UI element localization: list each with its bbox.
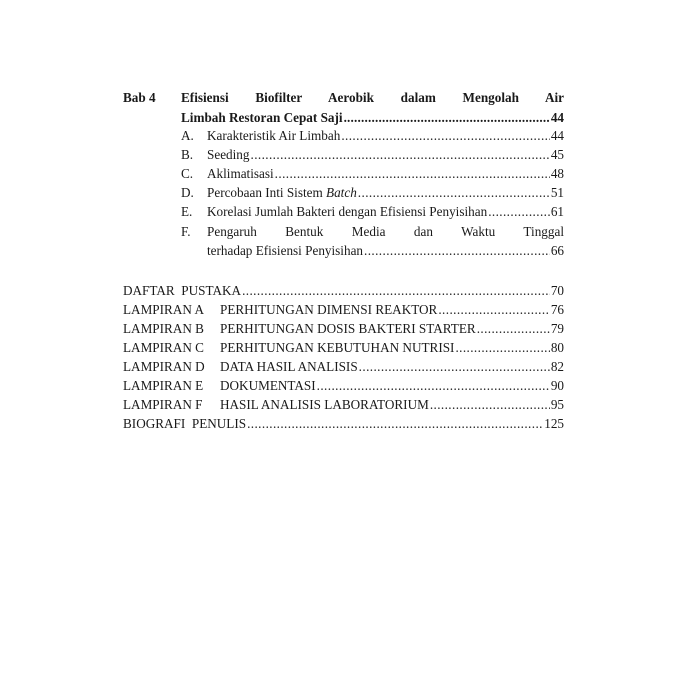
dot-leader	[359, 358, 550, 377]
section-title: Korelasi Jumlah Bakteri dengan Efisiensi Penyisihan	[207, 203, 488, 219]
toc-entry-daftar-pustaka[interactable]	[123, 282, 564, 301]
entry-label: LAMPIRAN C	[123, 340, 204, 356]
entry-title: DOKUMENTASI	[220, 377, 316, 393]
dot-leader	[341, 127, 550, 146]
toc-section-entry-continuation[interactable]	[123, 241, 564, 260]
entry-page-number: 79	[550, 321, 564, 337]
section-page-number: 51	[550, 184, 564, 200]
entry-title: PERHITUNGAN KEBUTUHAN NUTRISI	[220, 340, 455, 356]
section-title-line2: terhadap Efisiensi Penyisihan	[207, 243, 364, 259]
toc-section-entry[interactable]	[123, 127, 564, 146]
section-title	[207, 184, 357, 203]
spacer	[123, 260, 564, 282]
section-title-prefix: Percobaan Inti Sistem	[207, 184, 327, 200]
section-letter: A.	[181, 128, 194, 144]
toc-section-entry[interactable]	[123, 184, 564, 203]
entry-page-number: 82	[550, 358, 564, 374]
entry-page-number: 125	[544, 415, 564, 431]
dot-leader	[275, 165, 550, 184]
section-letter: E.	[181, 203, 193, 219]
toc-entry-lampiran-f[interactable]	[123, 396, 564, 415]
section-page-number: 44	[550, 128, 564, 144]
entry-label: LAMPIRAN B	[123, 321, 204, 337]
section-title: Karakteristik Air Limbah	[207, 128, 341, 144]
chapter-title-line2: Limbah Restoran Cepat Saji	[181, 110, 343, 125]
section-title: Aklimatisasi	[207, 166, 274, 182]
toc-entry-lampiran-d[interactable]	[123, 358, 564, 377]
section-letter: F.	[181, 223, 191, 239]
entry-title: BIOGRAFI PENULIS	[123, 415, 247, 431]
section-letter: D.	[181, 184, 194, 200]
entry-page-number: 76	[550, 302, 564, 318]
section-letter: C.	[181, 166, 194, 182]
chapter-title-line1: Efisiensi Biofilter Aerobik dalam Mengolah Air	[181, 90, 564, 105]
entry-label: LAMPIRAN A	[123, 302, 204, 318]
entry-title: PERHITUNGAN DIMENSI REAKTOR	[220, 302, 438, 318]
toc-section-entry[interactable]	[123, 222, 564, 241]
dot-leader	[358, 184, 550, 203]
entry-label: LAMPIRAN D	[123, 358, 205, 374]
dot-leader	[344, 108, 550, 127]
entry-page-number: 95	[550, 396, 564, 412]
entry-label: LAMPIRAN F	[123, 396, 203, 412]
dot-leader	[242, 282, 550, 301]
section-title-line1: Pengaruh Bentuk Media dan Waktu Tinggal	[207, 223, 564, 239]
section-page-number: 45	[550, 147, 564, 163]
entry-title: HASIL ANALISIS LABORATORIUM	[220, 396, 429, 412]
chapter-label: Bab 4	[123, 90, 156, 105]
dot-leader	[455, 339, 549, 358]
chapter-heading[interactable]	[123, 87, 564, 108]
section-title: Seeding	[207, 147, 250, 163]
dot-leader	[488, 203, 550, 222]
table-of-contents	[123, 87, 564, 433]
entry-page-number: 80	[550, 340, 564, 356]
toc-entry-lampiran-e[interactable]	[123, 377, 564, 396]
toc-entry-biografi-penulis[interactable]	[123, 415, 564, 434]
dot-leader	[477, 320, 550, 339]
toc-section-entry[interactable]	[123, 165, 564, 184]
toc-entry-lampiran-c[interactable]	[123, 339, 564, 358]
section-page-number: 66	[550, 243, 564, 259]
section-page-number: 48	[550, 166, 564, 182]
section-letter: B.	[181, 147, 194, 163]
entry-page-number: 90	[550, 377, 564, 393]
toc-section-entry[interactable]	[123, 203, 564, 222]
toc-entry-lampiran-b[interactable]	[123, 320, 564, 339]
dot-leader	[317, 377, 550, 396]
section-page-number: 61	[550, 203, 564, 219]
dot-leader	[438, 301, 549, 320]
dot-leader	[430, 396, 550, 415]
toc-section-entry[interactable]	[123, 146, 564, 165]
dot-leader	[247, 415, 543, 434]
entry-label: LAMPIRAN E	[123, 377, 204, 393]
section-title-italic: Batch	[326, 184, 357, 200]
toc-entry-lampiran-a[interactable]	[123, 301, 564, 320]
chapter-title-continuation[interactable]	[123, 108, 564, 127]
entry-title: PERHITUNGAN DOSIS BAKTERI STARTER	[220, 321, 476, 337]
dot-leader	[251, 146, 550, 165]
chapter-page-number: 44	[550, 110, 564, 125]
entry-title: DATA HASIL ANALISIS	[220, 358, 358, 374]
dot-leader	[364, 241, 550, 260]
entry-page-number: 70	[550, 283, 564, 299]
entry-title: DAFTAR PUSTAKA	[123, 283, 242, 299]
